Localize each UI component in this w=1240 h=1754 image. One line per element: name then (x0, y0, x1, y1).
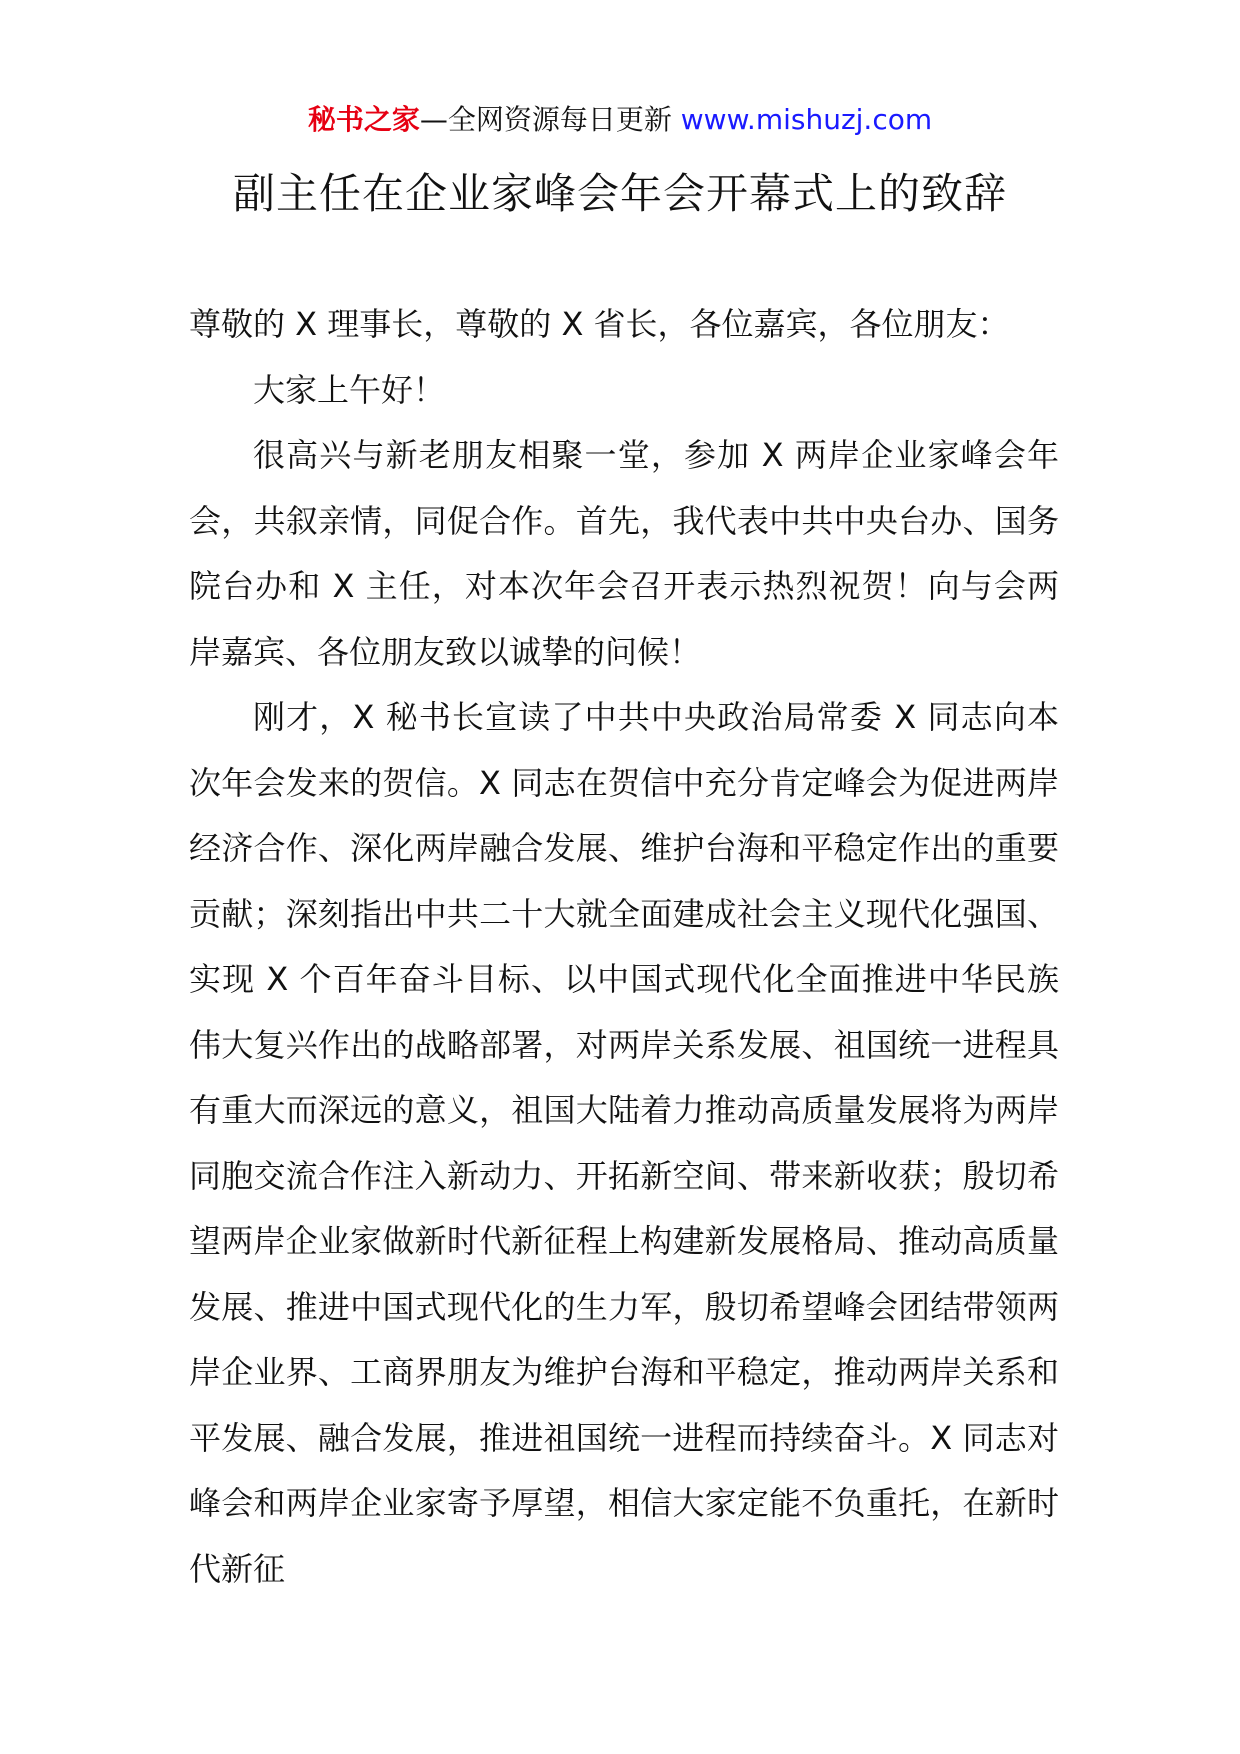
document-body (189, 292, 1059, 1602)
paragraph-opening: 很高兴与新老朋友相聚一堂，参加 X 两岸企业家峰会年会，共叙亲情，同促合作。首先，我代表中共中央台办、国务院台办和 X 主任，对本次年会召开表示热烈祝贺！向与会两岸嘉宾、各位朋友致以诚挚的问候！ (189, 436, 1059, 671)
salutation: 尊敬的 X 理事长，尊敬的 X 省长，各位嘉宾，各位朋友： (189, 305, 1010, 343)
document-title: 副主任在企业家峰会年会开幕式上的致辞 (232, 169, 1007, 218)
site-header (0, 100, 1240, 140)
site-url-link[interactable]: www.mishuzj.com (680, 103, 933, 136)
paragraph-greeting: 大家上午好！ (253, 370, 446, 409)
paragraph-letter: 刚才，X 秘书长宣读了中共中央政治局常委 X 同志向本次年会发来的贺信。X 同志在贺信中充分肯定峰会为促进两岸经济合作、深化两岸融合发展、维护台海和平稳定作出的重要贡献；深刻指出中共二十大就全面建成社会主义现代化强国、实现 X 个百年奋斗目标、以中国式现代化全面推进中华民族伟大复兴作出的战略部署，对两岸关系发展、祖国统一进程具有重大而深远的意义，祖国大陆着力推动高质量发展将为两岸同胞交流合作注入新动力、开拓新空间、带来新收获；殷切希望两岸企业家做新时代新征程上构建新发展格局、推动高质量发展、推进中国式现代化的生力军，殷切希望峰会团结带领两岸企业界、工商界朋友为维护台海和平稳定，推动两岸关系和平发展、融合发展，推进祖国统一进程而持续奋斗。X 同志对峰会和两岸企业家寄予厚望，相信大家定能不负重托，在新时代新征 (189, 698, 1059, 1588)
site-brand: 秘书之家 (307, 103, 420, 136)
site-tagline: —全网资源每日更新 (419, 103, 681, 136)
